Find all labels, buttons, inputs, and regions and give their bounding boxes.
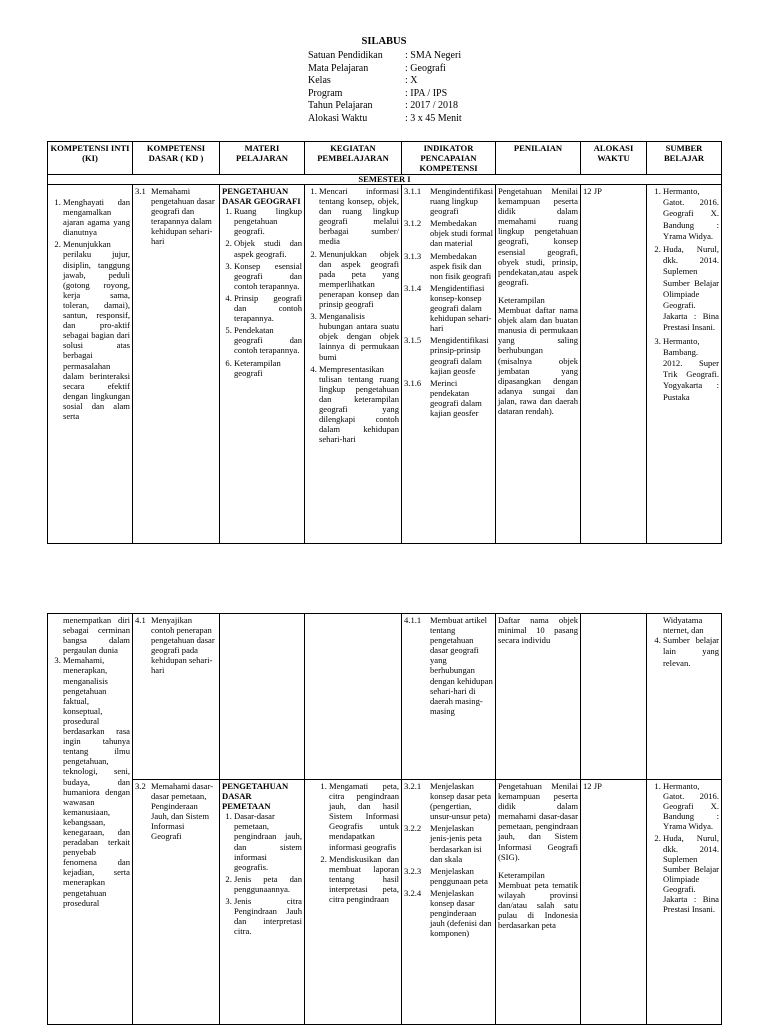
meta-key: Alokasi Waktu bbox=[308, 112, 368, 124]
col-header-sumber: SUMBER BELAJAR bbox=[647, 142, 722, 175]
penilaian-pengetahuan: Pengetahuan Menilai kemampuan peserta didik dalam memahami dasar-dasar pemetaan, pengindraan jauh, dan Sistem Informasi Geografi (SIG). bbox=[498, 781, 578, 862]
indikator-text: Menjelaskan konsep dasar peta (pengertian, unsur-unsur peta) bbox=[430, 781, 492, 822]
cell-sumber bbox=[647, 780, 722, 1025]
syllabus-table-page1 bbox=[47, 141, 722, 544]
cell-alokasi: 12 JP bbox=[581, 185, 647, 544]
cell-materi bbox=[220, 614, 305, 780]
list-item: 1. Mencari informasi tentang konsep, objek, dan ruang lingkup geografi melalui berbagai sumber/ media bbox=[319, 186, 399, 247]
list-item: 4. Prinsip geografi dan contoh terapannya. bbox=[234, 293, 302, 323]
indikator-text: Menjelaskan konsep dasar penginderaan jauh (defenisi dan komponen) bbox=[430, 887, 492, 939]
indikator-text: Merinci pendekatan geografi dalam kajian geosfer bbox=[430, 377, 482, 418]
list-item: 2. Mendiskusikan dan membuat laporan tentang hasil interpretasi peta, citra pengindraan bbox=[329, 854, 399, 904]
indikator-text: Menjelaskan penggunaan peta bbox=[430, 865, 488, 886]
indikator-item bbox=[404, 335, 493, 375]
list-item: 1. Dasar-dasar pemetaan, pengindraan jauh, dan sistem informasi geografis. bbox=[234, 811, 302, 872]
cell-kd bbox=[133, 780, 220, 1025]
meta-row bbox=[308, 50, 462, 63]
indikator-number: 3.2.4 bbox=[404, 887, 422, 898]
meta-row bbox=[308, 63, 462, 76]
list-item: 2. Menunjukkan objek dan aspek geografi pada peta yang memperlihatkan penerapan konsep dan prinsip geografi bbox=[319, 249, 399, 310]
indikator-text: Membedakan aspek fisik dan non fisik geografi bbox=[430, 250, 492, 281]
indikator-text: Membuat artikel tentang pengetahuan dasar geografi yang berhubungan dengan kehidupan sehari-hari di daerah masing-masing bbox=[430, 615, 493, 716]
table-header-row bbox=[48, 142, 722, 175]
meta-row bbox=[308, 100, 462, 113]
penilaian-keterampilan: Keterampilan Membuat peta tematik wilayah provinsi dan/atau salah satu pulau di Indonesia berdasarkan peta bbox=[498, 869, 578, 931]
list-item: 3. Menganalisis hubungan antara suatu objek dengan objek lainnya di permukaan bumi bbox=[319, 311, 399, 361]
materi-heading: PENGETAHUAN DASAR PEMETAAN bbox=[222, 781, 289, 812]
meta-row bbox=[308, 113, 462, 126]
indikator-text: Mengidentifiasi konsep-konsep geografi dalam kehidupan sehari-hari bbox=[430, 282, 492, 334]
cell-kegiatan bbox=[305, 185, 402, 544]
col-header-materi: MATERI PELAJARAN bbox=[220, 142, 305, 175]
list-item: 1. Hermanto, Gatot. 2016. Geografi X. Bandung : Yrama Widya. bbox=[663, 186, 719, 242]
list-item: 4. Sumber belajar lain yang relevan. bbox=[663, 635, 719, 669]
indikator-number: 3.1.4 bbox=[404, 282, 422, 293]
cell-ki bbox=[48, 614, 133, 1025]
list-item: 3. Memahami, menerapkan, menganalisis pengetahuan faktual, konseptual, prosedural berdasarkan rasa ingin tahunya tentang ilmu pengetahuan, teknologi, seni, budaya, dan humaniora dengan wawasan kemanusiaan, kebangsaan, kenegaraan, dan peradaban terkait penyebab fenomena dan kejadian, serta menerapkan pengetahuan prosedural bbox=[63, 655, 130, 907]
cell-kegiatan bbox=[305, 780, 402, 1025]
meta-key: Program bbox=[308, 87, 343, 99]
indikator-text: Mengidentifikasi prinsip-prinsip geografi dalam kajian geosfe bbox=[430, 335, 489, 376]
cell-kd bbox=[133, 614, 220, 780]
indikator-number: 3.1.2 bbox=[404, 218, 422, 229]
list-item: 1. Menghayati dan mengamalkan ajaran agama yang dianutnya bbox=[63, 197, 130, 237]
list-item: 1. Mengamati peta, citra pengindraan jauh, dan hasil Sistem Informasi Geografis untuk mendapatkan informasi geografis bbox=[329, 781, 399, 852]
list-item: 2. Huda, Nurul, dkk. 2014. Suplemen Sumber Belajar Olimpiade Geografi. Jakarta : Bina Prestasi Insani. bbox=[663, 244, 719, 334]
table-row bbox=[48, 185, 722, 544]
kd-text: Memahami pengetahuan dasar geografi dan terapannya dalam kehidupan sehari-hari bbox=[151, 186, 215, 247]
indikator-number: 3.1.3 bbox=[404, 250, 422, 261]
cell-indikator bbox=[402, 614, 496, 780]
indikator-item bbox=[404, 888, 493, 938]
meta-value: : Geografi bbox=[405, 62, 446, 74]
indikator-item bbox=[404, 866, 493, 886]
cell-alokasi bbox=[581, 614, 647, 780]
indikator-item bbox=[404, 186, 493, 216]
indikator-number: 3.2.2 bbox=[404, 823, 422, 834]
indikator-text: Membedakan objek studi formal dan material bbox=[430, 218, 494, 249]
table-row bbox=[48, 780, 722, 1025]
indikator-text: Mengindentifikasi ruang lingkup geografi bbox=[430, 186, 494, 217]
list-item: 3. Jenis citra Pengindraan Jauh dan interpretasi citra. bbox=[234, 896, 302, 936]
meta-key: Kelas bbox=[308, 75, 331, 87]
penilaian-keterampilan: Keterampilan Membuat daftar nama objek alam dan buatan manusia di permukaan yang saling berhubungan (misalnya objek jembatan yang dipasangkan dengan adanya sungai dan jalan, rawa dan daerah dataran rendah). bbox=[498, 294, 578, 416]
list-item: 3. Konsep esensial geografi dan contoh terapannya. bbox=[234, 261, 302, 291]
penilaian-pengetahuan: Pengetahuan Menilai kemampuan peserta didik dalam memahami ruang lingkup pengetahuan geografi, konsep esensial geografi, obyek studi, prinsip, pendekatan,atau aspek geografi. bbox=[498, 186, 578, 287]
kd-text: Memahami dasar-dasar pemetaan, Penginderaan Jauh, dan Sistem Informasi Geografi bbox=[151, 781, 214, 842]
col-header-alokasi: ALOKASI WAKTU bbox=[581, 142, 647, 175]
col-header-ki: KOMPETENSI INTI (KI) bbox=[48, 142, 133, 175]
syllabus-meta bbox=[308, 50, 462, 126]
document-title: SILABUS bbox=[361, 36, 407, 47]
list-item: 1. Ruang lingkup pengetahuan geografi. bbox=[234, 206, 302, 236]
cell-sumber bbox=[647, 614, 722, 780]
list-item: 2. Objek studi dan aspek geografi. bbox=[234, 238, 302, 258]
cell-kegiatan bbox=[305, 614, 402, 780]
kd-number: 4.1 bbox=[135, 615, 146, 625]
meta-key: Mata Pelajaran bbox=[308, 62, 369, 74]
indikator-item bbox=[404, 283, 493, 333]
indikator-number: 3.2.1 bbox=[404, 781, 422, 791]
cell-penilaian: Daftar nama objek minimal 10 pasang secara individu bbox=[496, 614, 581, 780]
col-header-kegiatan: KEGIATAN PEMBELAJARAN bbox=[305, 142, 402, 175]
indikator-number: 3.2.3 bbox=[404, 865, 422, 876]
list-item: 3. Hermanto, Bambang. 2012. Super Trik Geografi. Yogyakarta : Pustaka bbox=[663, 336, 719, 403]
cell-indikator bbox=[402, 780, 496, 1025]
list-item: 6. Keterampilan geografi bbox=[234, 358, 302, 378]
sumber-continued: Widyatama nternet, dan bbox=[663, 615, 704, 636]
col-header-kd: KOMPETENSI DASAR ( KD ) bbox=[133, 142, 220, 175]
list-item: 2. Jenis peta dan penggunaannya. bbox=[234, 874, 302, 894]
indikator-text: Menjelaskan jenis-jenis peta berdasarkan isi dan skala bbox=[430, 823, 482, 864]
meta-value: : 2017 / 2018 bbox=[405, 100, 459, 112]
ki-continued: menempatkan diri sebagai cerminan bangsa dalam pergaulan dunia bbox=[63, 615, 130, 656]
cell-materi bbox=[220, 780, 305, 1025]
list-item: 2. Menunjukkan perilaku jujur, disiplin, tanggung jawab, peduli (gotong royong, kerja sama, toleran, damai), santun, responsif, dan pro-aktif sebagai bagian dari solusi atas berbagai permasalahan dalam berinteraksi secara efektif dengan lingkungan sosial dan alam serta bbox=[63, 239, 130, 421]
list-item: 1. Hermanto, Gatot. 2016. Geografi X. Bandung : Yrama Widya. bbox=[663, 781, 719, 831]
materi-heading: PENGETAHUAN DASAR GEOGRAFI bbox=[222, 186, 301, 207]
kd-text: Menyajikan contoh penerapan pengetahuan dasar geografi pada kehidupan sehari-hari bbox=[151, 615, 215, 676]
list-item: 5. Pendekatan geografi dan contoh terapannya. bbox=[234, 325, 302, 355]
indikator-number: 4.1.1 bbox=[404, 615, 422, 625]
kd-number: 3.2 bbox=[135, 781, 146, 791]
meta-key: Tahun Pelajaran bbox=[308, 100, 373, 112]
meta-row bbox=[308, 75, 462, 88]
meta-key: Satuan Pendidikan bbox=[308, 50, 383, 61]
semester-label: SEMESTER I bbox=[48, 175, 722, 185]
cell-materi bbox=[220, 185, 305, 544]
indikator-item bbox=[404, 251, 493, 281]
kd-number: 3.1 bbox=[135, 186, 146, 196]
cell-sumber bbox=[647, 185, 722, 544]
cell-indikator bbox=[402, 185, 496, 544]
cell-kd bbox=[133, 185, 220, 544]
indikator-number: 3.1.5 bbox=[404, 335, 422, 346]
list-item: 2. Huda, Nurul, dkk. 2014. Suplemen Sumber Belajar Olimpiade Geografi. Jakarta : Bina Prestasi Insani. bbox=[663, 833, 719, 914]
semester-row bbox=[48, 175, 722, 185]
meta-row bbox=[308, 88, 462, 101]
cell-penilaian bbox=[496, 185, 581, 544]
indikator-item bbox=[404, 218, 493, 248]
indikator-item bbox=[404, 781, 493, 821]
syllabus-table-page2 bbox=[47, 613, 722, 1025]
col-header-penilaian: PENILAIAN bbox=[496, 142, 581, 175]
meta-value: : SMA Negeri bbox=[405, 50, 462, 61]
meta-value: : X bbox=[405, 75, 418, 87]
cell-alokasi: 12 JP bbox=[581, 780, 647, 1025]
meta-value: : IPA / IPS bbox=[405, 87, 448, 99]
indikator-item bbox=[404, 615, 493, 716]
col-header-indikator: INDIKATOR PENCAPAIAN KOMPETENSI bbox=[402, 142, 496, 175]
indikator-item bbox=[404, 823, 493, 863]
meta-value: : 3 x 45 Menit bbox=[405, 112, 462, 124]
indikator-number: 3.1.1 bbox=[404, 186, 422, 196]
indikator-number: 3.1.6 bbox=[404, 377, 422, 388]
cell-ki bbox=[48, 185, 133, 544]
indikator-item bbox=[404, 378, 493, 418]
table-row bbox=[48, 614, 722, 780]
list-item: 4. Mempresentasikan tulisan tentang ruang lingkup pengetahuan dan keterampilan geografi yang dilengkapi contoh dalam kehidupan sehari-hari bbox=[319, 364, 399, 445]
cell-penilaian bbox=[496, 780, 581, 1025]
